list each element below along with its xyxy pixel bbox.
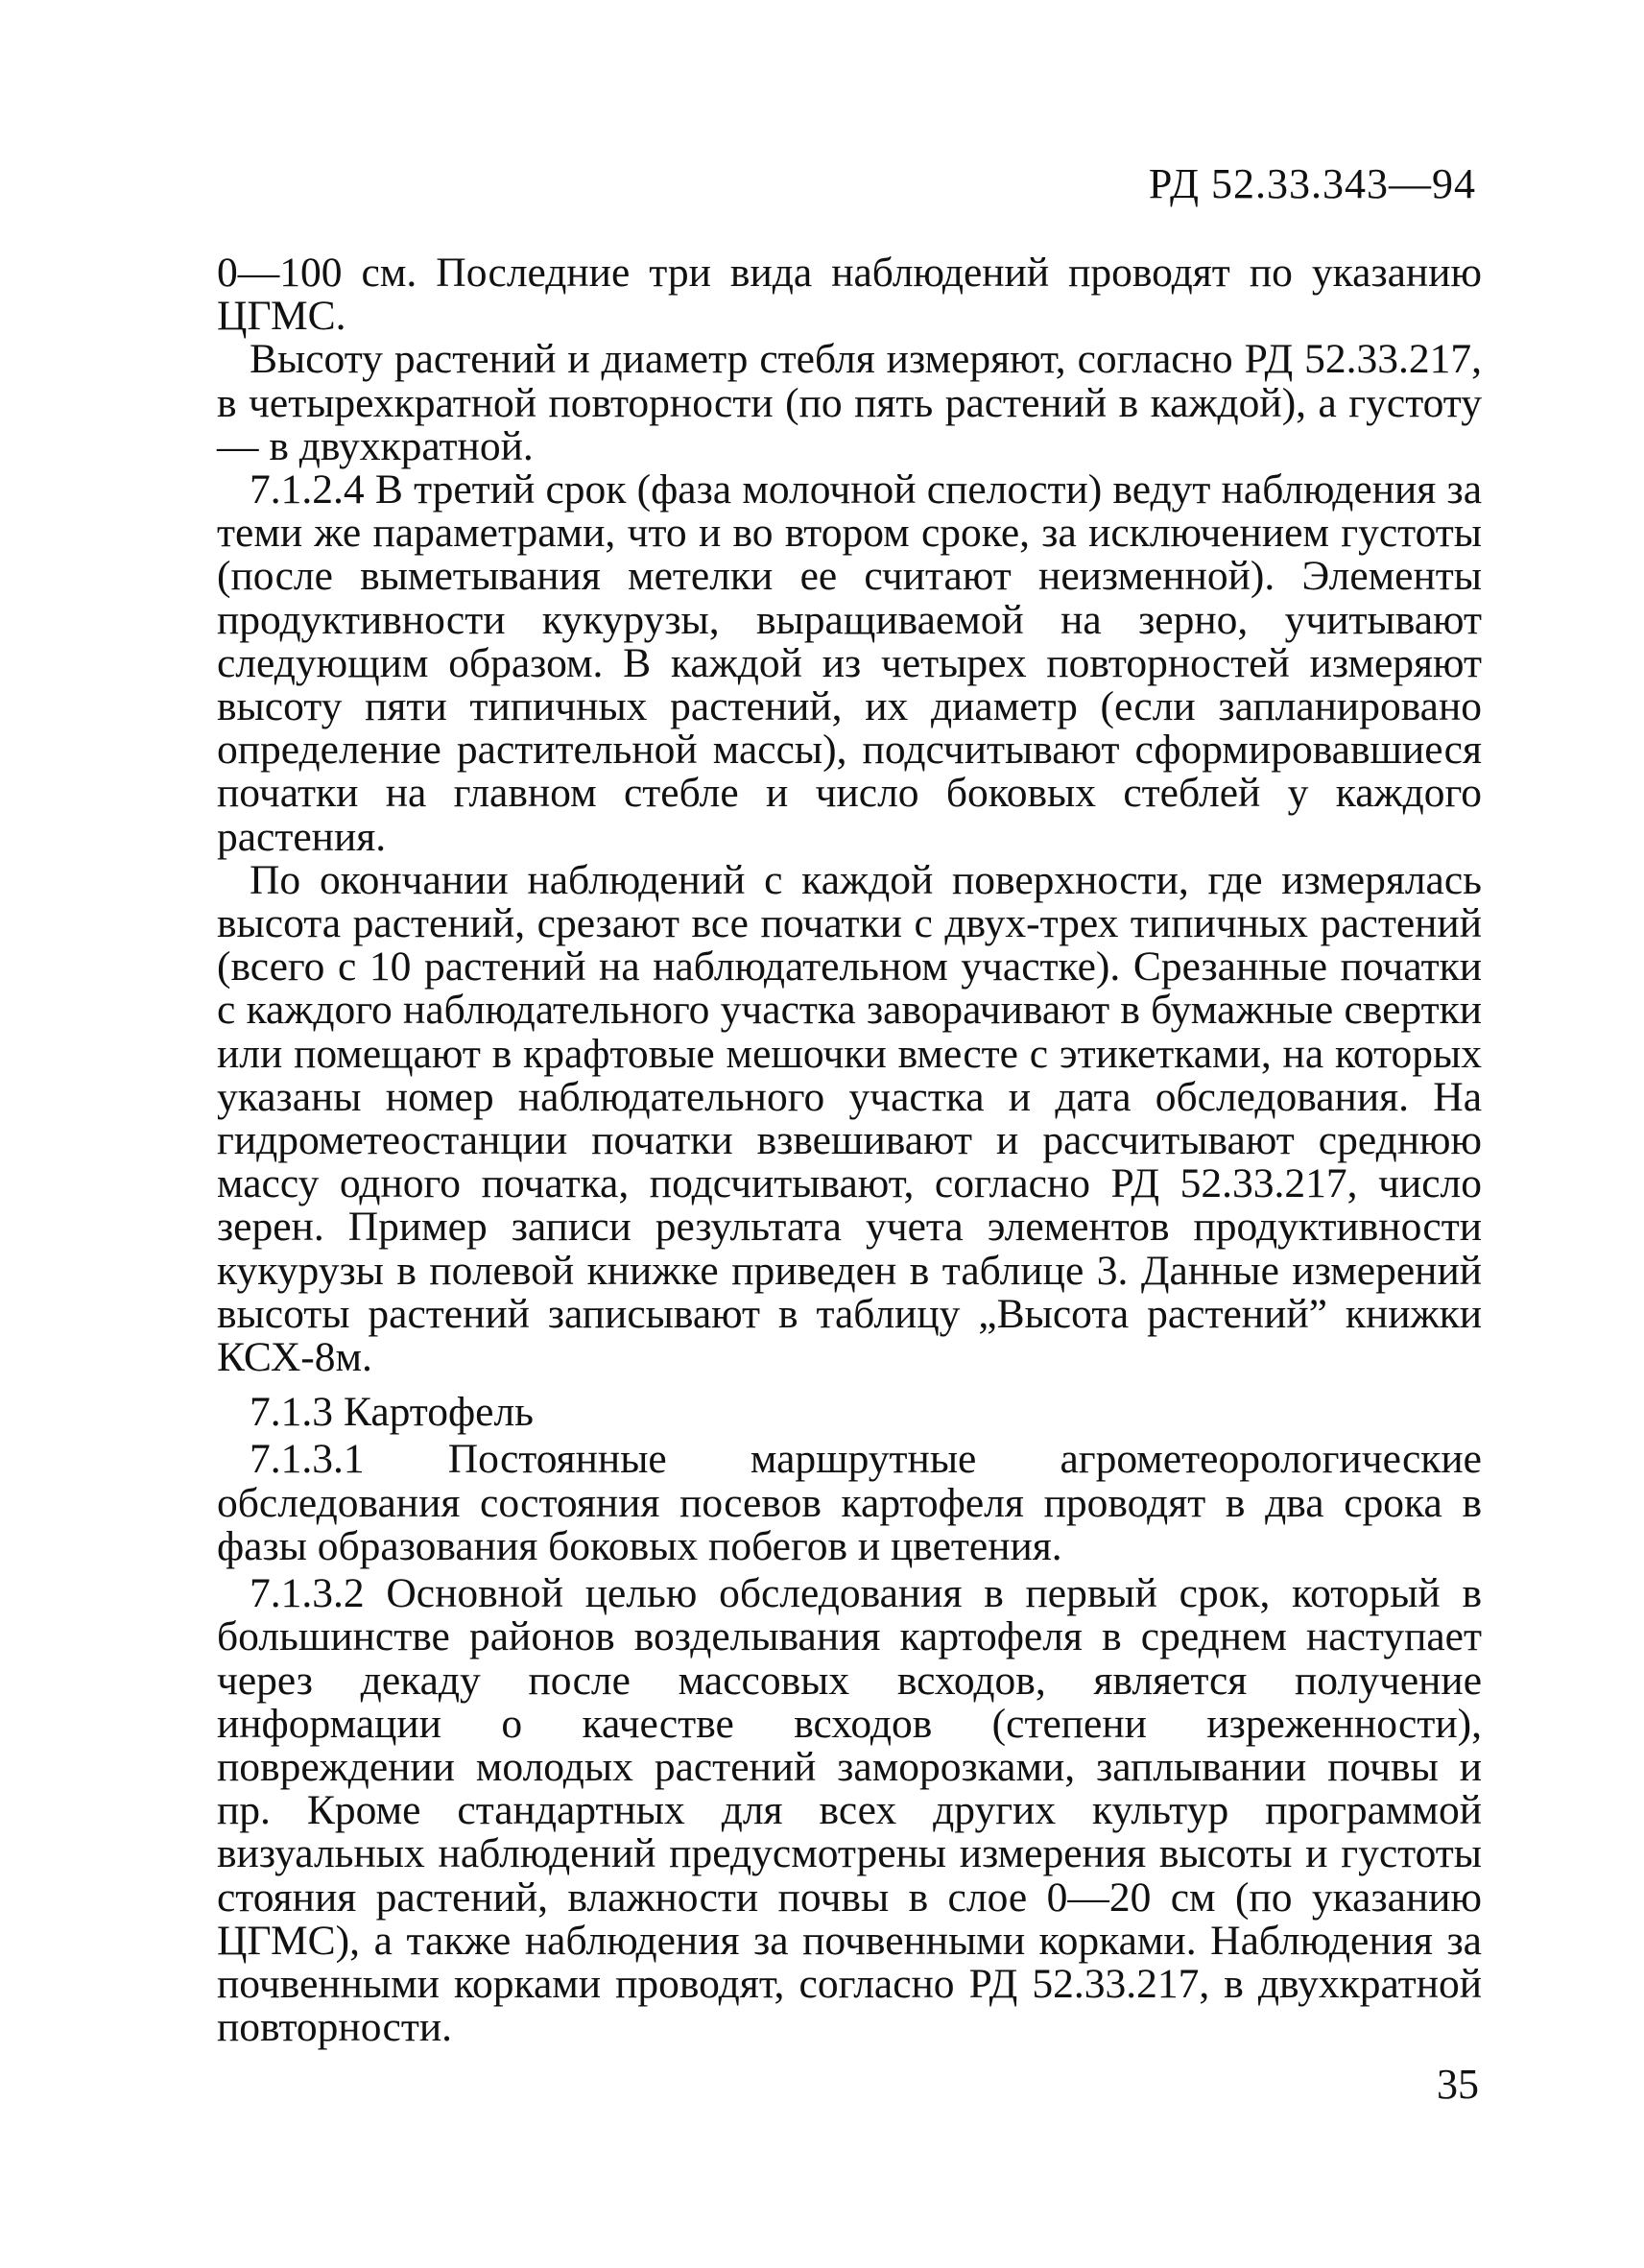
paragraph-height-diameter: Высоту растений и диаметр стебля измеряют, согласно РД 52.33.217, в четырехкратной повторности (по пять растений в каждой), а густоту — в двухкратной. (217, 336, 1482, 469)
paragraph-7-1-3-1: 7.1.3.1 Постоянные маршрутные агрометеорологические обследования состояния посевов картофеля проводят в два срока в фазы образования боковых побегов и цветения. (217, 1436, 1482, 1569)
paragraph-7-1-2-4: 7.1.2.4 В третий срок (фаза молочной спелости) ведут наблюдения за теми же параметрами, что и во втором сроке, за исключением густоты (после выметывания метелки ее считают неизменной). Элементы продуктивности кукурузы, выращиваемой на зерно, учитывают следующим образом. В каждой из четырех повторностей измеряют высоту пяти типичных растений, их диаметр (если запланировано определение растительной массы), подсчитывают сформировавшиеся початки на главном стебле и число боковых стеблей у каждого растения. (217, 466, 1482, 860)
paragraph-cob-collection: По окончании наблюдений с каждой поверхности, где измерялась высота растений, срезают все початки с двух-трех типичных растений (всего с 10 растений на наблюдательном участке). Срезанные початки с каждого наблюдательного участка заворачивают в бумажные свертки или помещают в крафтовые мешочки вместе с этикетками, на которых указаны номер наблюдательного участка и дата обследования. На гидрометеостанции початки взвешивают и рассчитывают среднюю массу одного початка, подсчитывают, согласно РД 52.33.217, число зерен. Пример записи результата учета элементов продуктивности кукурузы в полевой книжке приведен в таблице 3. Данные измерений высоты растений записывают в таблицу „Высота растений” книжки КСХ-8м. (217, 856, 1482, 1381)
body-text (217, 251, 1482, 2049)
document-id-header: РД 52.33.343—94 (1148, 160, 1476, 207)
section-heading-potato: 7.1.3 Картофель (250, 1389, 535, 1436)
paragraph-7-1-3-2: 7.1.3.2 Основной целью обследования в первый срок, который в большинстве районов возделывания картофеля в среднем наступает через декаду после массовых всходов, является получение информации о качестве всходов (степени изреженности), повреждении молодых растений заморозками, заплывании почвы и пр. Кроме стандартных для всех других культур программой визуальных наблюдений предусмотрены измерения высоты и густоты стояния растений, влажности почвы в слое 0—20 см (по указанию ЦГМС), а также наблюдения за почвенными корками. Наблюдения за почвенными корками проводят, согласно РД 52.33.217, в двухкратной повторности. (217, 1570, 1482, 2051)
page-number: 35 (1437, 2061, 1479, 2108)
paragraph-continuation: 0—100 см. Последние три вида наблюдений проводят по указанию ЦГМС. (217, 250, 1482, 340)
